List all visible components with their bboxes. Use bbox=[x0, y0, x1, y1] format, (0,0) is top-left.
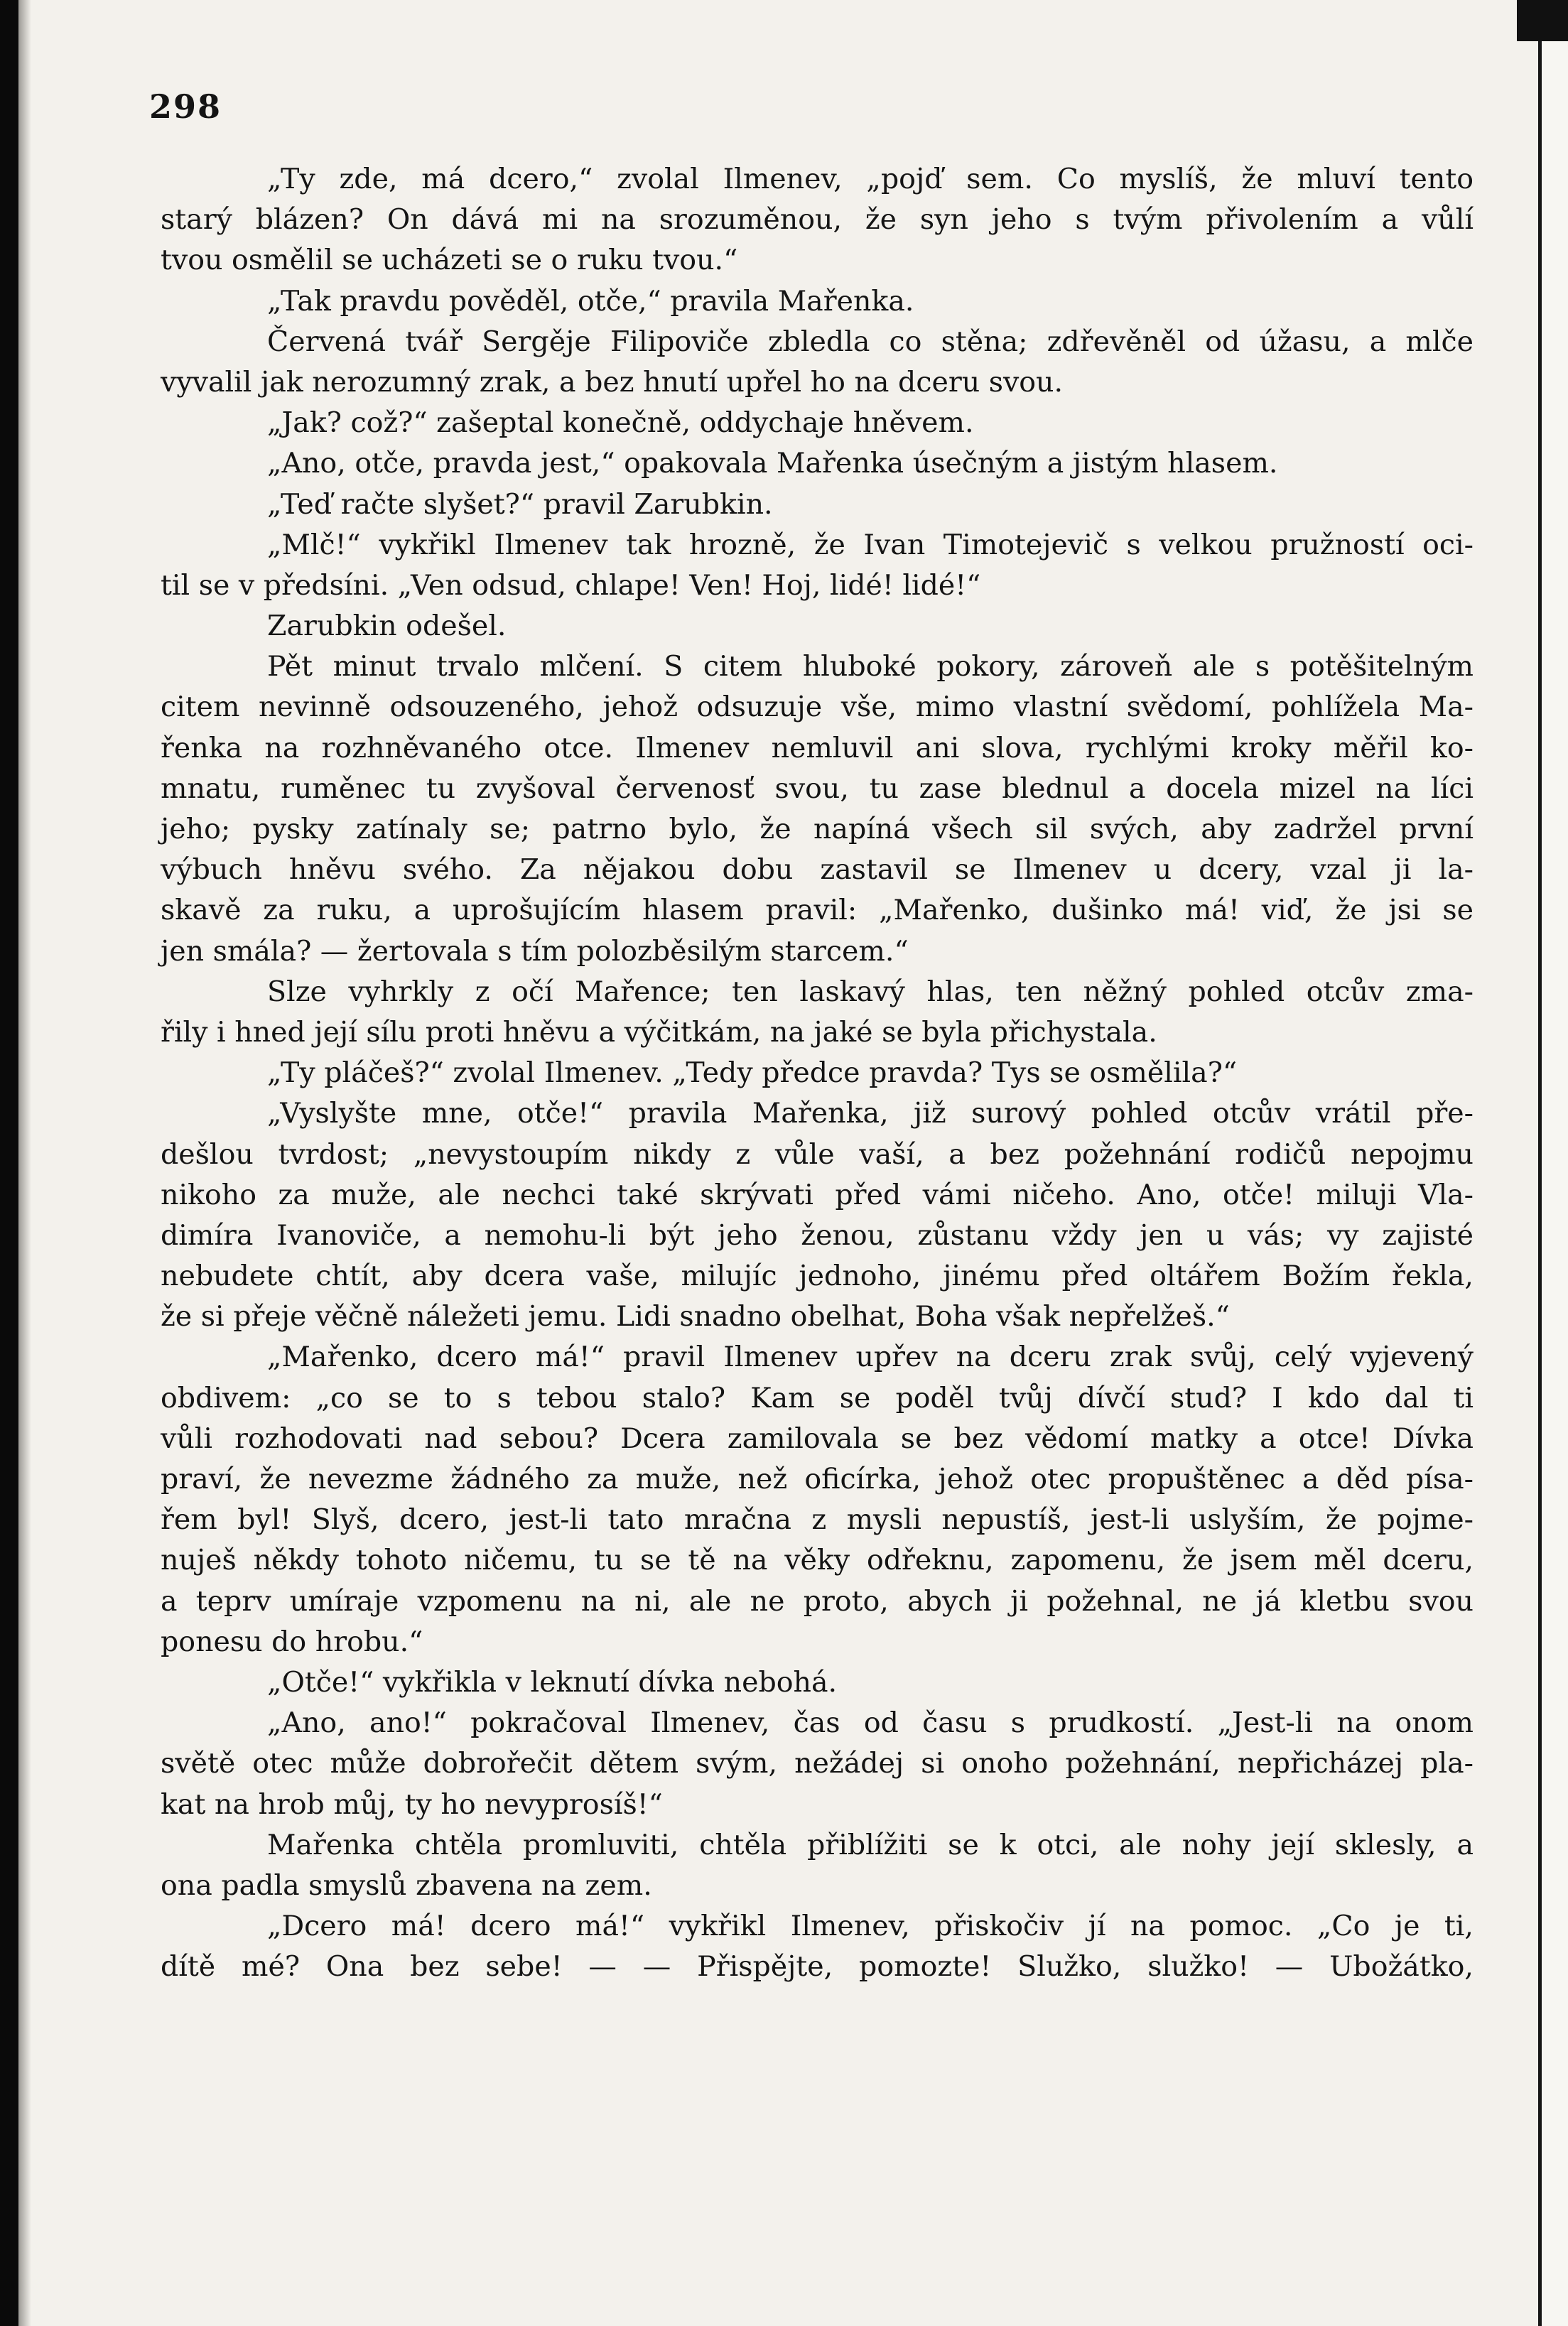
text-line: ponesu do hrobu.“ bbox=[161, 1625, 423, 1658]
text-line: citem nevinně odsouzeného, jehož odsuzuje vše, mimo vlastní svědomí, pohlížela Ma- bbox=[161, 691, 1474, 724]
text-line: jeho; pysky zatínaly se; patrno bylo, že napíná všech sil svých, aby zadržel první bbox=[161, 813, 1474, 845]
text-line: Mařenka chtěla promluviti, chtěla přiblížiti se k otci, ale nohy její sklesly, a bbox=[267, 1828, 1474, 1861]
body-text bbox=[161, 159, 1474, 1987]
text-line: skavě za ruku, a uprošujícím hlasem pravil: „Mařenko, dušinko má! viď, že jsi se bbox=[161, 894, 1474, 927]
text-line: řenka na rozhněvaného otce. Ilmenev nemluvil ani slova, rychlými kroky měřil ko- bbox=[161, 731, 1474, 764]
scan-corner-top-right bbox=[1517, 0, 1568, 41]
text-line: vyvalil jak nerozumný zrak, a bez hnutí upřel ho na dceru svou. bbox=[161, 365, 1064, 399]
text-line: „Jak? což?“ zašeptal konečně, oddychaje hněvem. bbox=[267, 406, 974, 440]
text-line: světě otec může dobrořečit dětem svým, nežádej si onoho požehnání, nepřicházej pla- bbox=[161, 1747, 1474, 1780]
text-line: řily i hned její sílu proti hněvu a výčitkám, na jaké se byla přichystala. bbox=[161, 1015, 1157, 1049]
text-line: obdivem: „co se to s tebou stalo? Kam se poděl tvůj dívčí stud? I kdo dal ti bbox=[161, 1381, 1474, 1414]
text-line: mnatu, ruměnec tu zvyšoval červenosť svou, tu zase blednul a docela mizel na líci bbox=[161, 772, 1474, 805]
text-line: nuješ někdy tohoto ničemu, tu se tě na věky odřeknu, zapomenu, že jsem měl dceru, bbox=[161, 1544, 1474, 1577]
text-line: praví, že nevezme žádného za muže, než oficírka, jehož otec propuštěnec a děd písa- bbox=[161, 1463, 1474, 1495]
text-line: „Tak pravdu pověděl, otče,“ pravila Mařenka. bbox=[267, 284, 914, 318]
text-line: „Ty zde, má dcero,“ zvolal Ilmenev, „pojď sem. Co myslíš, že mluví tento bbox=[267, 163, 1474, 195]
text-line: Pět minut trvalo mlčení. S citem hluboké pokory, zároveň ale s potěšitelným bbox=[267, 650, 1474, 683]
text-line: nikoho za muže, ale nechci také skrývati před vámi ničeho. Ano, otče! miluji Vla- bbox=[161, 1178, 1474, 1211]
text-line: tvou osmělil se ucházeti se o ruku tvou.“ bbox=[161, 244, 738, 277]
text-line: Červená tvář Sergěje Filipoviče zbledla co stěna; zdřevěněl od úžasu, a mlče bbox=[267, 325, 1474, 358]
scan-edge-right bbox=[1538, 0, 1568, 2326]
text-line: že si přeje věčně náležeti jemu. Lidi snadno obelhat, Boha však nepřelžeš.“ bbox=[161, 1300, 1230, 1334]
text-line: „Otče!“ vykřikla v leknutí dívka nebohá. bbox=[267, 1665, 838, 1699]
text-line: „Ty pláčeš?“ zvolal Ilmenev. „Tedy předce pravda? Tys se osmělila?“ bbox=[267, 1056, 1238, 1090]
text-line: „Dcero má! dcero má!“ vykřikl Ilmenev, přiskočiv jí na pomoc. „Co je ti, bbox=[267, 1910, 1474, 1943]
text-line: výbuch hněvu svého. Za nějakou dobu zastavil se Ilmenev u dcery, vzal ji la- bbox=[161, 853, 1474, 887]
text-line: Slze vyhrkly z očí Mařence; ten laskavý hlas, ten něžný pohled otcův zma- bbox=[267, 975, 1474, 1008]
text-line: řem byl! Slyš, dcero, jest-li tato mračna z mysli nepustíš, jest-li uslyším, že pojme- bbox=[161, 1503, 1474, 1537]
scan-edge-left bbox=[0, 0, 18, 2326]
scan-shadow-left bbox=[18, 0, 31, 2326]
text-line: ona padla smyslů zbavena na zem. bbox=[161, 1868, 652, 1902]
text-line: vůli rozhodovati nad sebou? Dcera zamilovala se bez vědomí matky a otce! Dívka bbox=[161, 1422, 1474, 1455]
text-line: „Ano, otče, pravda jest,“ opakovala Mařenka úsečným a jistým hlasem. bbox=[267, 447, 1278, 480]
text-line: dešlou tvrdost; „nevystoupím nikdy z vůle vaší, a bez požehnání rodičů nepojmu bbox=[161, 1137, 1474, 1171]
text-line: jen smála? — žertovala s tím polozběsilým starcem.“ bbox=[161, 934, 909, 968]
page-number: 298 bbox=[149, 87, 222, 126]
text-line: a teprv umíraje vzpomenu na ni, ale ne proto, abych ji požehnal, ne já kletbu svou bbox=[161, 1584, 1474, 1618]
text-line: „Vyslyšte mne, otče!“ pravila Mařenka, již surový pohled otcův vrátil pře- bbox=[267, 1097, 1474, 1130]
text-line: „Teď račte slyšet?“ pravil Zarubkin. bbox=[267, 487, 773, 521]
text-line: „Mařenko, dcero má!“ pravil Ilmenev upřev na dceru zrak svůj, celý vyjevený bbox=[267, 1341, 1474, 1374]
text-line: starý blázen? On dává mi na srozuměnou, že syn jeho s tvým přivolením a vůlí bbox=[161, 203, 1474, 237]
text-line: Zarubkin odešel. bbox=[267, 610, 507, 643]
text-line: til se v předsíni. „Ven odsud, chlape! Ven! Hoj, lidé! lidé!“ bbox=[161, 568, 981, 602]
text-line: „Ano, ano!“ pokračoval Ilmenev, čas od času s prudkostí. „Jest-li na onom bbox=[267, 1706, 1474, 1740]
text-line: „Mlč!“ vykřikl Ilmenev tak hrozně, že Ivan Timotejevič s velkou pružností oci- bbox=[267, 528, 1474, 561]
text-line: nebudete chtít, aby dcera vaše, milujíc jednoho, jinému před oltářem Božím řekla, bbox=[161, 1260, 1474, 1293]
text-line: dítě mé? Ona bez sebe! — — Přispějte, pomozte! Služko, služko! — Ubožátko, bbox=[161, 1950, 1474, 1984]
text-line: dimíra Ivanoviče, a nemohu-li být jeho ženou, zůstanu vždy jen u vás; vy zajisté bbox=[161, 1218, 1474, 1252]
text-line: kat na hrob můj, ty ho nevyprosíš!“ bbox=[161, 1787, 663, 1821]
